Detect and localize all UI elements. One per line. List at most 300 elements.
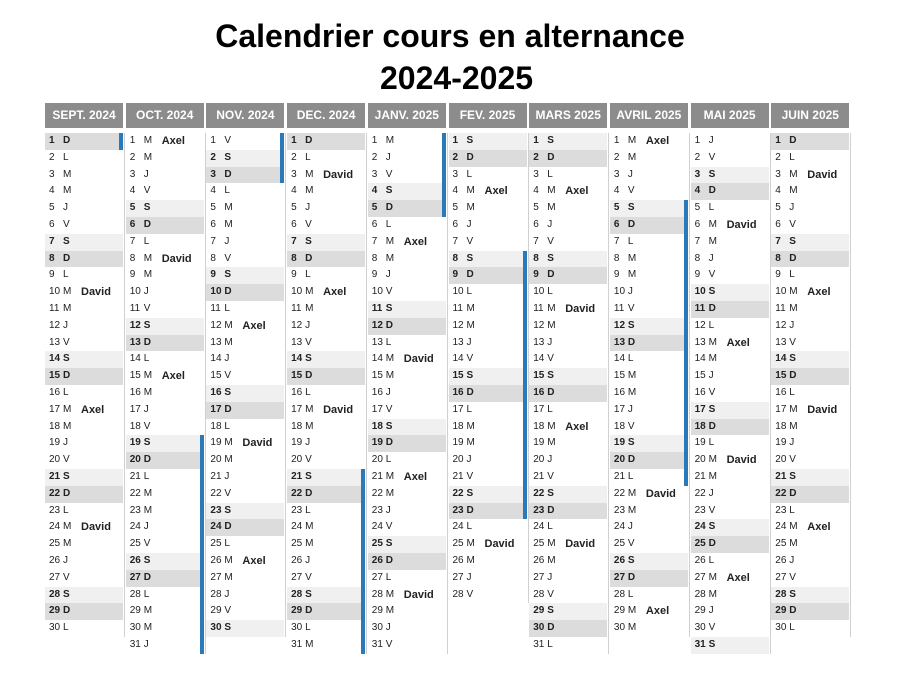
weekday-letter: S — [63, 588, 70, 600]
day-number: 14 — [775, 353, 787, 365]
weekday-letter: S — [547, 370, 554, 382]
day-number: 22 — [129, 487, 141, 499]
day-number: 15 — [49, 370, 61, 382]
weekday-letter: D — [708, 420, 716, 432]
day-number: 7 — [775, 235, 781, 247]
day-row — [529, 553, 607, 570]
weekday-letter: V — [224, 370, 232, 382]
day-row — [691, 603, 769, 620]
day-number: 9 — [371, 269, 378, 281]
weekday-letter: D — [385, 319, 394, 331]
day-number: 18 — [129, 420, 141, 432]
day-number: 16 — [49, 387, 61, 398]
day-number: 29 — [694, 605, 706, 617]
attendee-name: Axel — [161, 370, 185, 383]
attendee-name: Axel — [403, 471, 428, 483]
weekday-letter: V — [63, 454, 70, 466]
day-row — [126, 469, 204, 486]
day-number: 4 — [775, 185, 781, 197]
day-number: 23 — [129, 504, 141, 516]
day-number: 4 — [371, 185, 378, 197]
day-number: 15 — [371, 370, 383, 382]
day-row — [529, 150, 607, 167]
day-row — [206, 234, 284, 251]
weekday-letter: D — [224, 521, 232, 533]
weekday-letter: J — [143, 403, 149, 415]
day-number: 3 — [129, 168, 136, 180]
weekday-letter: M — [708, 235, 717, 247]
day-number: 9 — [533, 269, 539, 281]
day-number: 5 — [452, 202, 459, 214]
day-number: 30 — [291, 622, 303, 634]
attendee-name: David — [807, 403, 838, 416]
day-number: 11 — [452, 303, 463, 314]
day-row — [45, 217, 123, 234]
day-row — [287, 385, 365, 402]
day-row — [529, 234, 607, 251]
weekday-letter: M — [789, 521, 798, 533]
day-number: 13 — [210, 336, 222, 348]
day-row — [287, 167, 365, 184]
attendee-name: Axel — [726, 336, 750, 349]
day-number: 14 — [291, 353, 303, 365]
day-row — [529, 385, 607, 402]
day-number: 4 — [533, 185, 539, 197]
weekday-letter: L — [789, 151, 795, 163]
weekday-letter: J — [224, 353, 230, 365]
day-number: 8 — [371, 252, 378, 264]
day-number: 10 — [775, 286, 787, 298]
weekday-letter: J — [305, 555, 311, 566]
day-number: 14 — [371, 353, 383, 365]
day-number: 6 — [371, 219, 378, 230]
weekday-letter: M — [708, 454, 717, 466]
day-number: 9 — [129, 269, 136, 281]
day-number: 21 — [613, 471, 626, 482]
month-column — [449, 103, 527, 600]
day-row — [126, 620, 204, 637]
day-number: 4 — [210, 185, 216, 197]
day-number: 25 — [49, 538, 61, 550]
day-number: 2 — [129, 151, 136, 163]
day-row — [287, 637, 365, 654]
day-number: 16 — [129, 387, 141, 398]
weekday-letter: J — [547, 219, 553, 230]
weekday-letter: S — [143, 319, 151, 331]
day-number: 8 — [49, 252, 55, 264]
weekday-letter: J — [224, 235, 230, 247]
month-header: JANV. 2025 — [368, 103, 446, 128]
attendee-name: David — [403, 588, 434, 601]
day-number: 28 — [371, 588, 383, 600]
day-row — [610, 452, 688, 469]
weekday-letter: J — [627, 403, 633, 415]
attendee-name: David — [565, 303, 596, 315]
day-row — [206, 133, 284, 150]
weekday-letter: S — [466, 252, 474, 264]
day-row — [529, 452, 607, 469]
day-row — [368, 435, 446, 452]
day-number: 16 — [291, 387, 303, 398]
day-row — [691, 469, 769, 486]
day-row — [610, 553, 688, 570]
day-row — [449, 419, 527, 436]
day-number: 11 — [129, 303, 141, 314]
weekday-letter: S — [627, 555, 635, 566]
day-number: 8 — [613, 252, 620, 264]
day-row — [126, 553, 204, 570]
day-number: 27 — [694, 571, 706, 583]
day-row — [368, 385, 446, 402]
day-row — [45, 167, 123, 184]
attendee-name: David — [81, 286, 111, 299]
weekday-letter: V — [143, 420, 151, 432]
weekday-letter: D — [627, 219, 636, 230]
day-row — [449, 469, 527, 486]
day-row — [45, 503, 123, 520]
month-header: DEC. 2024 — [287, 103, 365, 128]
day-number: 18 — [613, 420, 626, 432]
weekday-letter: M — [385, 487, 395, 499]
day-number: 6 — [49, 219, 55, 230]
weekday-letter: S — [305, 471, 312, 482]
weekday-letter: M — [305, 420, 314, 432]
day-row — [287, 587, 365, 604]
weekday-letter: L — [224, 538, 230, 550]
day-row — [368, 603, 446, 620]
weekday-letter: M — [708, 571, 717, 583]
day-number: 5 — [210, 202, 216, 214]
weekday-letter: M — [547, 555, 556, 566]
day-number: 8 — [533, 252, 539, 264]
day-row — [691, 452, 769, 469]
day-row — [610, 251, 688, 268]
day-row — [771, 217, 849, 234]
day-row — [449, 301, 527, 318]
day-row — [691, 167, 769, 184]
weekday-letter: J — [789, 437, 795, 449]
weekday-letter: S — [63, 471, 70, 482]
day-row — [529, 519, 607, 536]
day-row — [368, 267, 446, 284]
day-number: 21 — [452, 471, 464, 482]
day-row — [610, 620, 688, 637]
day-row — [610, 301, 688, 318]
day-number: 18 — [694, 420, 706, 432]
weekday-letter: L — [789, 622, 795, 634]
weekday-letter: L — [224, 420, 230, 432]
weekday-letter: D — [547, 622, 555, 634]
day-row — [449, 553, 527, 570]
attendee-name: David — [161, 252, 192, 265]
day-number: 6 — [533, 219, 539, 230]
day-number: 26 — [533, 555, 545, 566]
attendee-name: David — [645, 487, 676, 500]
weekday-letter: M — [708, 219, 717, 230]
weekday-letter: L — [789, 504, 795, 516]
day-row — [206, 452, 284, 469]
weekday-letter: D — [305, 252, 313, 264]
day-number: 8 — [291, 252, 297, 264]
day-number: 16 — [452, 387, 464, 398]
weekday-letter: D — [789, 135, 797, 146]
day-number: 21 — [291, 471, 303, 482]
weekday-letter: V — [466, 353, 474, 365]
day-row — [771, 419, 849, 436]
day-row — [691, 301, 769, 318]
day-number: 16 — [694, 387, 706, 398]
day-number: 17 — [452, 403, 464, 415]
day-row — [206, 183, 284, 200]
weekday-letter: S — [385, 420, 393, 432]
day-number: 7 — [129, 235, 136, 247]
day-row — [368, 620, 446, 637]
day-row — [368, 553, 446, 570]
day-row — [287, 335, 365, 352]
day-number: 28 — [129, 588, 141, 600]
day-row — [368, 469, 446, 486]
day-row — [287, 318, 365, 335]
day-number: 8 — [452, 252, 459, 264]
day-row — [45, 553, 123, 570]
day-row — [449, 435, 527, 452]
day-row — [206, 553, 284, 570]
weekday-letter: M — [385, 353, 395, 365]
weekday-letter: S — [224, 622, 232, 634]
day-number: 1 — [452, 135, 459, 146]
day-number: 7 — [49, 235, 55, 247]
weekday-letter: D — [789, 487, 797, 499]
month-column — [368, 103, 446, 650]
day-row — [449, 519, 527, 536]
day-row — [287, 620, 365, 637]
weekday-letter: M — [63, 538, 72, 550]
weekday-letter: J — [708, 605, 714, 617]
day-row — [771, 351, 849, 368]
day-number: 10 — [129, 286, 141, 298]
weekday-letter: S — [305, 353, 312, 365]
day-row — [449, 587, 527, 604]
weekday-letter: D — [789, 605, 797, 617]
day-number: 2 — [694, 151, 701, 163]
weekday-letter: M — [224, 555, 233, 566]
day-row — [691, 637, 769, 654]
weekday-letter: S — [547, 135, 554, 146]
attendee-name: Axel — [807, 286, 831, 299]
day-row — [206, 385, 284, 402]
day-number: 7 — [210, 235, 216, 247]
weekday-letter: J — [63, 319, 68, 331]
day-number: 20 — [452, 454, 464, 466]
day-number: 17 — [613, 403, 626, 415]
weekday-letter: L — [385, 219, 392, 230]
day-number: 17 — [371, 403, 383, 415]
day-number: 11 — [775, 303, 786, 314]
attendee-name: Axel — [484, 185, 508, 198]
weekday-letter: M — [63, 286, 72, 298]
weekday-letter: S — [143, 437, 151, 449]
day-number: 10 — [533, 286, 545, 298]
day-number: 30 — [210, 622, 222, 634]
weekday-letter: M — [466, 437, 475, 449]
day-number: 10 — [291, 286, 303, 298]
day-number: 12 — [452, 319, 464, 331]
day-number: 24 — [533, 521, 545, 533]
weekday-letter: M — [547, 185, 556, 197]
day-number: 6 — [694, 219, 701, 230]
weekday-letter: D — [385, 437, 394, 449]
weekday-letter: V — [305, 454, 312, 466]
weekday-letter: M — [385, 471, 395, 482]
day-row — [529, 167, 607, 184]
day-number: 28 — [49, 588, 61, 600]
day-number: 22 — [49, 487, 61, 499]
weekday-letter: M — [385, 252, 395, 264]
weekday-letter: V — [789, 454, 796, 466]
day-row — [368, 402, 446, 419]
weekday-letter: J — [385, 151, 391, 163]
day-row — [287, 301, 365, 318]
weekday-letter: V — [627, 303, 635, 314]
month-header: JUIN 2025 — [771, 103, 849, 128]
day-number: 19 — [210, 437, 222, 449]
attendee-name: Axel — [81, 403, 105, 416]
weekday-letter: S — [708, 403, 716, 415]
day-number: 28 — [452, 588, 464, 600]
day-number: 14 — [694, 353, 706, 365]
weekday-letter: L — [63, 504, 69, 516]
day-number: 13 — [129, 336, 141, 348]
day-row — [287, 419, 365, 436]
day-row — [368, 519, 446, 536]
weekday-letter: V — [385, 168, 393, 180]
day-number: 26 — [694, 555, 706, 566]
day-number: 11 — [210, 303, 221, 314]
day-number: 9 — [452, 269, 459, 281]
day-number: 16 — [371, 387, 383, 398]
day-number: 23 — [613, 504, 626, 516]
day-row — [206, 402, 284, 419]
day-number: 22 — [533, 487, 545, 499]
weekday-letter: S — [466, 370, 474, 382]
day-number: 28 — [613, 588, 626, 600]
weekday-letter: S — [789, 471, 796, 482]
day-number: 23 — [371, 504, 383, 516]
weekday-letter: J — [385, 622, 391, 634]
day-row — [368, 200, 446, 217]
day-row — [771, 167, 849, 184]
day-number: 12 — [613, 319, 626, 331]
day-number: 22 — [371, 487, 383, 499]
day-row — [206, 536, 284, 553]
weekday-letter: D — [789, 370, 797, 382]
day-number: 7 — [371, 235, 378, 247]
day-row — [45, 587, 123, 604]
day-number: 13 — [533, 336, 545, 348]
day-number: 31 — [694, 639, 706, 650]
day-number: 26 — [210, 555, 222, 566]
day-number: 26 — [49, 555, 61, 566]
day-number: 18 — [210, 420, 222, 432]
day-number: 6 — [291, 219, 297, 230]
day-number: 21 — [775, 471, 787, 482]
weekday-letter: M — [547, 538, 556, 550]
day-number: 19 — [533, 437, 545, 449]
weekday-letter: M — [789, 168, 798, 180]
day-number: 27 — [129, 571, 141, 583]
weekday-letter: L — [224, 185, 230, 197]
weekday-letter: M — [789, 538, 798, 550]
attendee-name: Axel — [726, 571, 750, 584]
day-row — [529, 351, 607, 368]
day-number: 4 — [452, 185, 459, 197]
day-number: 13 — [452, 336, 464, 348]
day-row — [45, 150, 123, 167]
day-number: 21 — [533, 471, 545, 482]
day-number: 4 — [694, 185, 701, 197]
weekday-letter: V — [547, 588, 554, 600]
weekday-letter: S — [627, 202, 635, 214]
day-row — [529, 620, 607, 637]
day-number: 20 — [694, 454, 706, 466]
day-row — [449, 452, 527, 469]
day-row — [529, 402, 607, 419]
day-row — [126, 570, 204, 587]
day-row — [529, 368, 607, 385]
day-number: 3 — [49, 168, 55, 180]
day-number: 15 — [775, 370, 787, 382]
day-number: 22 — [291, 487, 303, 499]
day-row — [126, 234, 204, 251]
attendee-name: Axel — [242, 555, 266, 567]
day-row — [691, 503, 769, 520]
weekday-letter: M — [63, 303, 72, 314]
day-number: 10 — [49, 286, 61, 298]
day-row — [449, 251, 527, 268]
weekday-letter: V — [466, 235, 474, 247]
day-number: 24 — [371, 521, 383, 533]
day-row — [126, 251, 204, 268]
weekday-letter: M — [224, 219, 233, 230]
day-row — [449, 368, 527, 385]
weekday-letter: V — [789, 336, 796, 348]
attendee-name: David — [484, 538, 515, 551]
weekday-letter: M — [224, 336, 233, 348]
day-row — [610, 469, 688, 486]
day-number: 22 — [452, 487, 464, 499]
day-row — [610, 587, 688, 604]
month-column — [610, 103, 688, 634]
weekday-letter: M — [789, 303, 798, 314]
weekday-letter: J — [708, 252, 714, 264]
weekday-letter: D — [224, 168, 232, 180]
day-row — [126, 284, 204, 301]
weekday-letter: L — [547, 286, 553, 298]
day-number: 24 — [452, 521, 464, 533]
period-highlight-bar — [119, 133, 123, 150]
day-row — [691, 183, 769, 200]
weekday-letter: L — [789, 387, 795, 398]
day-row — [449, 267, 527, 284]
day-number: 25 — [694, 538, 706, 550]
day-number: 27 — [371, 571, 383, 583]
day-row — [206, 318, 284, 335]
day-row — [126, 301, 204, 318]
day-number: 29 — [49, 605, 61, 617]
month-header: MARS 2025 — [529, 103, 607, 128]
day-row — [206, 587, 284, 604]
day-number: 13 — [49, 336, 61, 348]
